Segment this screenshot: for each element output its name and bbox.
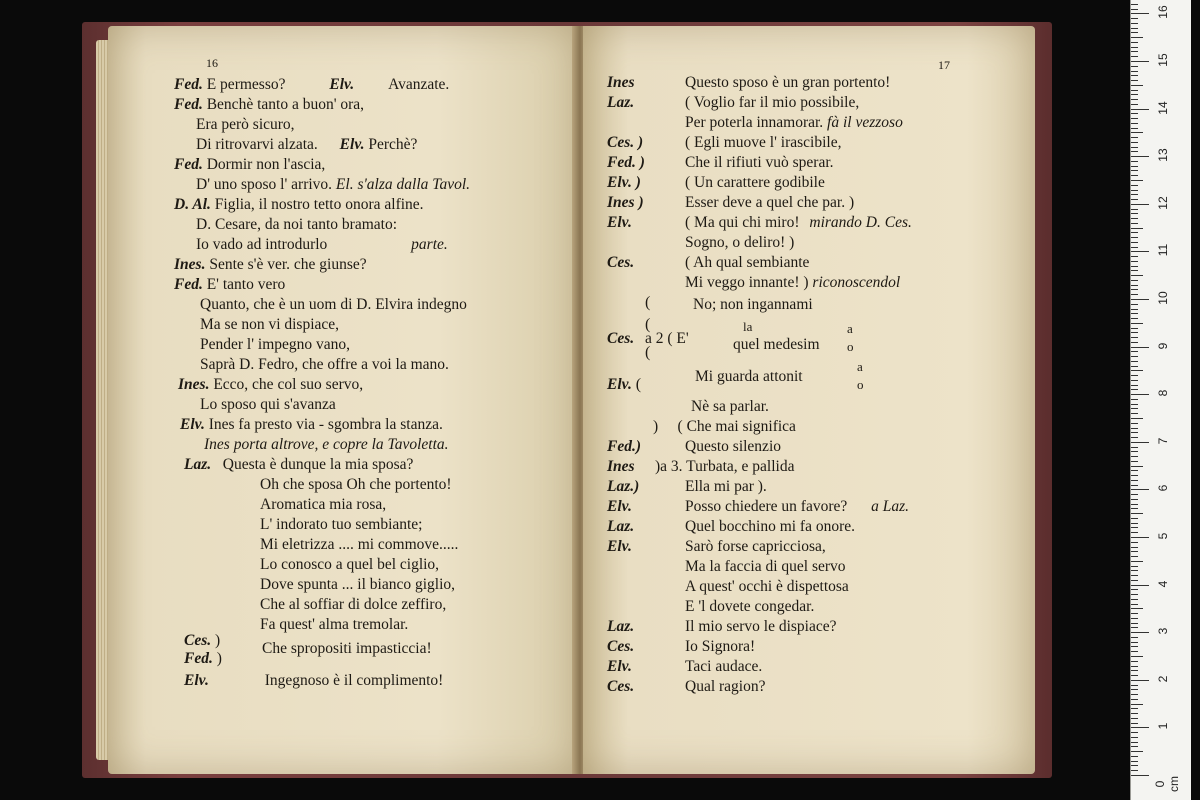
ruler-tick [1131,142,1138,143]
text-line: Ces. Io Signora! [607,638,756,655]
text-line: Quanto, che è un uom di D. Elvira indegno [200,296,467,313]
ruler-tick [1131,489,1149,490]
text-line: Io vado ad introdurlo parte. [196,236,448,253]
ruler-tick [1131,765,1138,766]
ruler-tick [1131,551,1138,552]
ruler-tick [1131,304,1138,305]
ruler-tick [1131,147,1138,148]
ruler-tick [1131,418,1143,419]
text-line: quel medesim [733,336,820,353]
ruler-tick [1131,109,1149,110]
ruler-tick [1131,185,1138,186]
text-line: D' uno sposo l' arrivo. El. s'alza dalla Tavol. [196,176,471,193]
ruler-tick [1131,428,1138,429]
ruler-tick [1131,575,1138,576]
ruler-tick [1131,385,1138,386]
ruler-tick [1131,566,1138,567]
ruler-tick [1131,542,1138,543]
ruler-tick [1131,18,1138,19]
ruler-tick [1131,37,1143,38]
text-line: Ines Questo sposo è un gran portento! [607,74,891,91]
ruler-tick [1131,380,1138,381]
ruler-tick [1131,580,1138,581]
ruler-tick [1131,466,1143,467]
ruler-tick [1131,604,1138,605]
ruler-tick [1131,504,1138,505]
ruler-tick [1131,23,1138,24]
ruler-tick [1131,299,1149,300]
text-line: D. Al. Figlia, il nostro tetto onora alfine. [174,196,424,213]
ruler-tick [1131,104,1138,105]
text-line: Ces. Qual ragion? [607,678,766,695]
ruler-tick [1131,646,1138,647]
ruler-tick [1131,80,1138,81]
ruler-tick [1131,323,1143,324]
ruler-number: 13 [1156,148,1170,162]
ruler-tick [1131,275,1143,276]
ruler-tick [1131,508,1138,509]
ruler-tick [1131,675,1138,676]
ruler-tick [1131,661,1138,662]
text-line: Elv. Sarò forse capricciosa, [607,538,826,555]
text-line: Elv. Ingegnoso è il complimento! [184,672,444,689]
ruler-tick [1131,432,1138,433]
ruler-tick [1131,289,1138,290]
text-line: Elv. ) ( Un carattere godibile [607,174,825,191]
ruler-unit-label: 0 cm [1153,776,1181,792]
ruler-number: 15 [1156,53,1170,67]
text-line: Fed. E' tanto vero [174,276,286,293]
ruler-tick [1131,237,1138,238]
text-line: Mi eletrizza .... mi commove..... [260,536,459,553]
right-page [583,26,1035,774]
text-line: Ines ) Esser deve a quel che par. ) [607,194,855,211]
text-line: D. Cesare, da noi tanto bramato: [196,216,398,233]
text-line: Aromatica mia rosa, [260,496,387,513]
ruler-tick [1131,599,1138,600]
text-line: Elv. ( Ma qui chi miro! mirando D. Ces. [607,214,912,231]
ruler-tick [1131,375,1138,376]
ruler-tick [1131,656,1143,657]
ruler-tick [1131,85,1143,86]
text-line: Lo conosco a quel bel ciglio, [260,556,440,573]
text-line: Pender l' impegno vano, [200,336,351,353]
text-line: Elv. Taci audace. [607,658,763,675]
ruler-tick [1131,175,1138,176]
ruler-tick [1131,527,1138,528]
text-line: Sogno, o deliro! ) [685,234,795,251]
ruler-tick [1131,99,1138,100]
ruler-tick [1131,637,1138,638]
ruler-tick [1131,71,1138,72]
ruler-tick [1131,513,1143,514]
ruler-tick [1131,342,1138,343]
ruler-tick [1131,223,1138,224]
ruler-tick [1131,347,1149,348]
text-line: Ma se non vi dispiace, [200,316,340,333]
subscript: o [847,339,854,354]
ruler-tick [1131,190,1138,191]
text-line: Fa quest' alma tremolar. [260,616,409,633]
page-number: 16 [206,56,218,70]
text-line: Mi guarda attonit [695,368,803,385]
ruler-tick [1131,723,1138,724]
ruler-tick [1131,232,1138,233]
ruler-tick [1131,90,1138,91]
ruler-tick [1131,75,1138,76]
ruler-tick [1131,751,1143,752]
ruler-tick [1131,47,1138,48]
ruler-tick [1131,32,1138,33]
ruler-tick [1131,4,1138,5]
ruler-tick [1131,251,1149,252]
ruler-tick [1131,713,1138,714]
ruler-tick [1131,547,1138,548]
ruler-tick [1131,309,1138,310]
text-line: E 'l dovete congedar. [685,598,815,615]
ruler-tick [1131,404,1138,405]
text-line: A quest' occhi è dispettosa [685,578,849,595]
ruler-tick [1131,423,1138,424]
ruler-tick [1131,413,1138,414]
text-line: Mi veggo innante! ) riconoscendol [685,274,901,291]
ruler-tick [1131,708,1138,709]
ruler-tick [1131,123,1138,124]
ruler-tick [1131,608,1143,609]
ruler-tick [1131,294,1138,295]
ruler-tick [1131,475,1138,476]
ruler-number: 1 [1156,723,1170,730]
ruler-tick [1131,337,1138,338]
text-line: Ma la faccia di quel servo [685,558,846,575]
text-line: Ines )a 3. Turbata, e pallida [607,458,795,475]
ruler-tick [1131,704,1143,705]
ruler-tick [1131,594,1138,595]
page-number: 17 [938,58,950,72]
ruler-tick [1131,170,1138,171]
ruler-tick [1131,318,1138,319]
ruler-tick [1131,732,1138,733]
text-line: Dove spunta ... il bianco giglio, [260,576,456,593]
ruler-tick [1131,737,1138,738]
ruler-tick [1131,351,1138,352]
superscript: la [743,319,753,334]
ruler-tick [1131,256,1138,257]
text-line: Fed. E permesso? Elv. Avanzate. [174,76,450,93]
superscript: a [847,321,853,336]
ruler-tick [1131,28,1138,29]
ruler-tick [1131,132,1143,133]
ruler-tick [1131,270,1138,271]
text-line: Ces. a 2 ( E' [607,330,689,347]
ruler-tick [1131,389,1138,390]
ruler-tick [1131,161,1138,162]
ruler-tick [1131,51,1138,52]
ruler-tick [1131,613,1138,614]
ruler-tick [1131,113,1138,114]
ruler-tick [1131,756,1138,757]
ruler-tick [1131,266,1138,267]
ruler-tick [1131,128,1138,129]
ruler-tick [1131,727,1149,728]
text-line: Fed. ) Che il rifiuti vuò sperar. [607,154,834,171]
ruler-tick [1131,775,1149,776]
ruler-tick [1131,461,1138,462]
ruler-tick [1131,204,1149,205]
ruler-tick [1131,228,1143,229]
text-line: Lo sposo qui s'avanza [200,396,336,413]
brace-mark: ( [645,294,651,311]
ruler-tick [1131,694,1138,695]
ruler-number: 16 [1156,5,1170,20]
ruler-number: 12 [1156,196,1170,210]
ruler-tick [1131,499,1138,500]
ruler-tick [1131,332,1138,333]
text-line: Ces. ) ( Egli muove l' irascibile, [607,134,842,151]
ruler-number: 8 [1156,389,1170,397]
ruler-tick [1131,180,1143,181]
text-line: Fed.) Questo silenzio [607,438,781,455]
text-line: Ines. Ecco, che col suo servo, [178,376,364,393]
ruler-tick [1131,451,1138,452]
ruler-tick [1131,470,1138,471]
ruler-tick [1131,213,1138,214]
ruler-tick [1131,9,1138,10]
text-line: L' indorato tuo sembiante; [260,516,423,533]
ruler-tick [1131,61,1149,62]
ruler-tick [1131,651,1138,652]
text-line: Per poterla innamorar. fà il vezzoso [685,114,903,131]
ruler-number: 14 [1156,100,1170,115]
ruler-tick [1131,666,1138,667]
text-line: Ines. Sente s'è ver. che giunse? [174,256,367,273]
ruler-tick [1131,394,1149,395]
ruler-tick [1131,456,1138,457]
text-line: Laz. Il mio servo le dispiace? [607,618,837,635]
ruler-tick [1131,627,1138,628]
text-line: Fed. ) [184,650,222,667]
ruler-tick [1131,285,1138,286]
ruler-tick [1131,623,1138,624]
ruler-number: 3 [1156,627,1170,635]
ruler-tick [1131,699,1138,700]
ruler-tick [1131,670,1138,671]
ruler-tick [1131,356,1138,357]
subscript: o [857,377,864,392]
ruler-tick [1131,618,1138,619]
ruler-tick [1131,218,1138,219]
ruler-tick [1131,261,1138,262]
stage-direction: Ines porta altrove, e copre la Tavoletta. [204,436,449,453]
ruler-tick [1131,42,1138,43]
ruler-tick [1131,166,1138,167]
ruler-tick [1131,689,1138,690]
measuring-ruler [1130,0,1191,800]
ruler-tick [1131,437,1138,438]
text-line: Ces. ) [184,632,221,649]
text-line: Elv. Posso chiedere un favore? a Laz. [607,498,910,515]
ruler-tick [1131,532,1138,533]
ruler-tick [1131,585,1149,586]
ruler-tick [1131,570,1138,571]
ruler-tick [1131,537,1149,538]
ruler-tick [1131,770,1138,771]
ruler-number: 4 [1156,580,1170,587]
text-line: Di ritrovarvi alzata. Elv. Perchè? [196,136,418,153]
ruler-tick [1131,680,1149,681]
text-line: Nè sa parlar. [691,398,769,415]
ruler-tick [1131,523,1138,524]
ruler-tick [1131,370,1143,371]
text-line: Laz. Questa è dunque la mia sposa? [184,456,414,473]
ruler-tick [1131,632,1149,633]
ruler-tick [1131,399,1138,400]
ruler-tick [1131,518,1138,519]
ruler-tick [1131,361,1138,362]
ruler-number: 5 [1156,532,1170,540]
ruler-tick [1131,485,1138,486]
ruler-tick [1131,761,1138,762]
ruler-number: 11 [1156,244,1170,257]
ruler-number: 6 [1156,485,1170,492]
text-line: Che spropositi impasticcia! [262,640,432,657]
brace-mark: ( [645,344,651,361]
text-line: Elv. Ines fa presto via - sgombra la stanza. [180,416,443,433]
text-line: Fed. Dormir non l'ascia, [174,156,326,173]
text-line: Elv. ( [607,376,642,393]
text-line: Oh che sposa Oh che portento! [260,476,452,493]
ruler-tick [1131,494,1138,495]
brace-mark: ( [645,316,651,333]
ruler-number: 7 [1156,437,1170,445]
text-line: No; non ingannami [693,296,813,313]
ruler-tick [1131,746,1138,747]
ruler-tick [1131,194,1138,195]
ruler-number: 10 [1156,291,1170,305]
ruler-number: 9 [1156,342,1170,349]
ruler-tick [1131,685,1138,686]
superscript: a [857,359,863,374]
text-line: Fed. Benchè tanto a buon' ora, [174,96,365,113]
ruler-tick [1131,556,1138,557]
ruler-tick [1131,247,1138,248]
ruler-tick [1131,242,1138,243]
ruler-tick [1131,313,1138,314]
text-line: Saprà D. Fedro, che offre a voi la mano. [200,356,449,373]
text-line: Che al soffiar di dolce zeffiro, [260,596,447,613]
ruler-tick [1131,408,1138,409]
text-line: Ces. ( Ah qual sembiante [607,254,810,271]
ruler-tick [1131,151,1138,152]
ruler-tick [1131,742,1138,743]
text-line: ) ( Che mai significa [653,418,796,435]
text-line: Laz.) Ella mi par ). [607,478,767,495]
ruler-tick [1131,118,1138,119]
ruler-tick [1131,280,1138,281]
ruler-tick [1131,642,1138,643]
ruler-tick [1131,13,1149,14]
text-line: Laz. ( Voglio far il mio possibile, [607,94,860,111]
left-page [108,26,578,774]
ruler-tick [1131,94,1138,95]
ruler-tick [1131,209,1138,210]
ruler-tick [1131,561,1143,562]
text-line: Laz. Quel bocchino mi fa onore. [607,518,856,535]
ruler-tick [1131,589,1138,590]
ruler-tick [1131,156,1149,157]
ruler-number: 2 [1156,675,1170,683]
ruler-tick [1131,447,1138,448]
ruler-tick [1131,137,1138,138]
ruler-tick [1131,328,1138,329]
ruler-tick [1131,442,1149,443]
ruler-tick [1131,56,1138,57]
ruler-tick [1131,199,1138,200]
ruler-tick [1131,66,1138,67]
ruler-tick [1131,718,1138,719]
ruler-tick [1131,366,1138,367]
ruler-tick [1131,480,1138,481]
text-line: Era però sicuro, [196,116,295,133]
